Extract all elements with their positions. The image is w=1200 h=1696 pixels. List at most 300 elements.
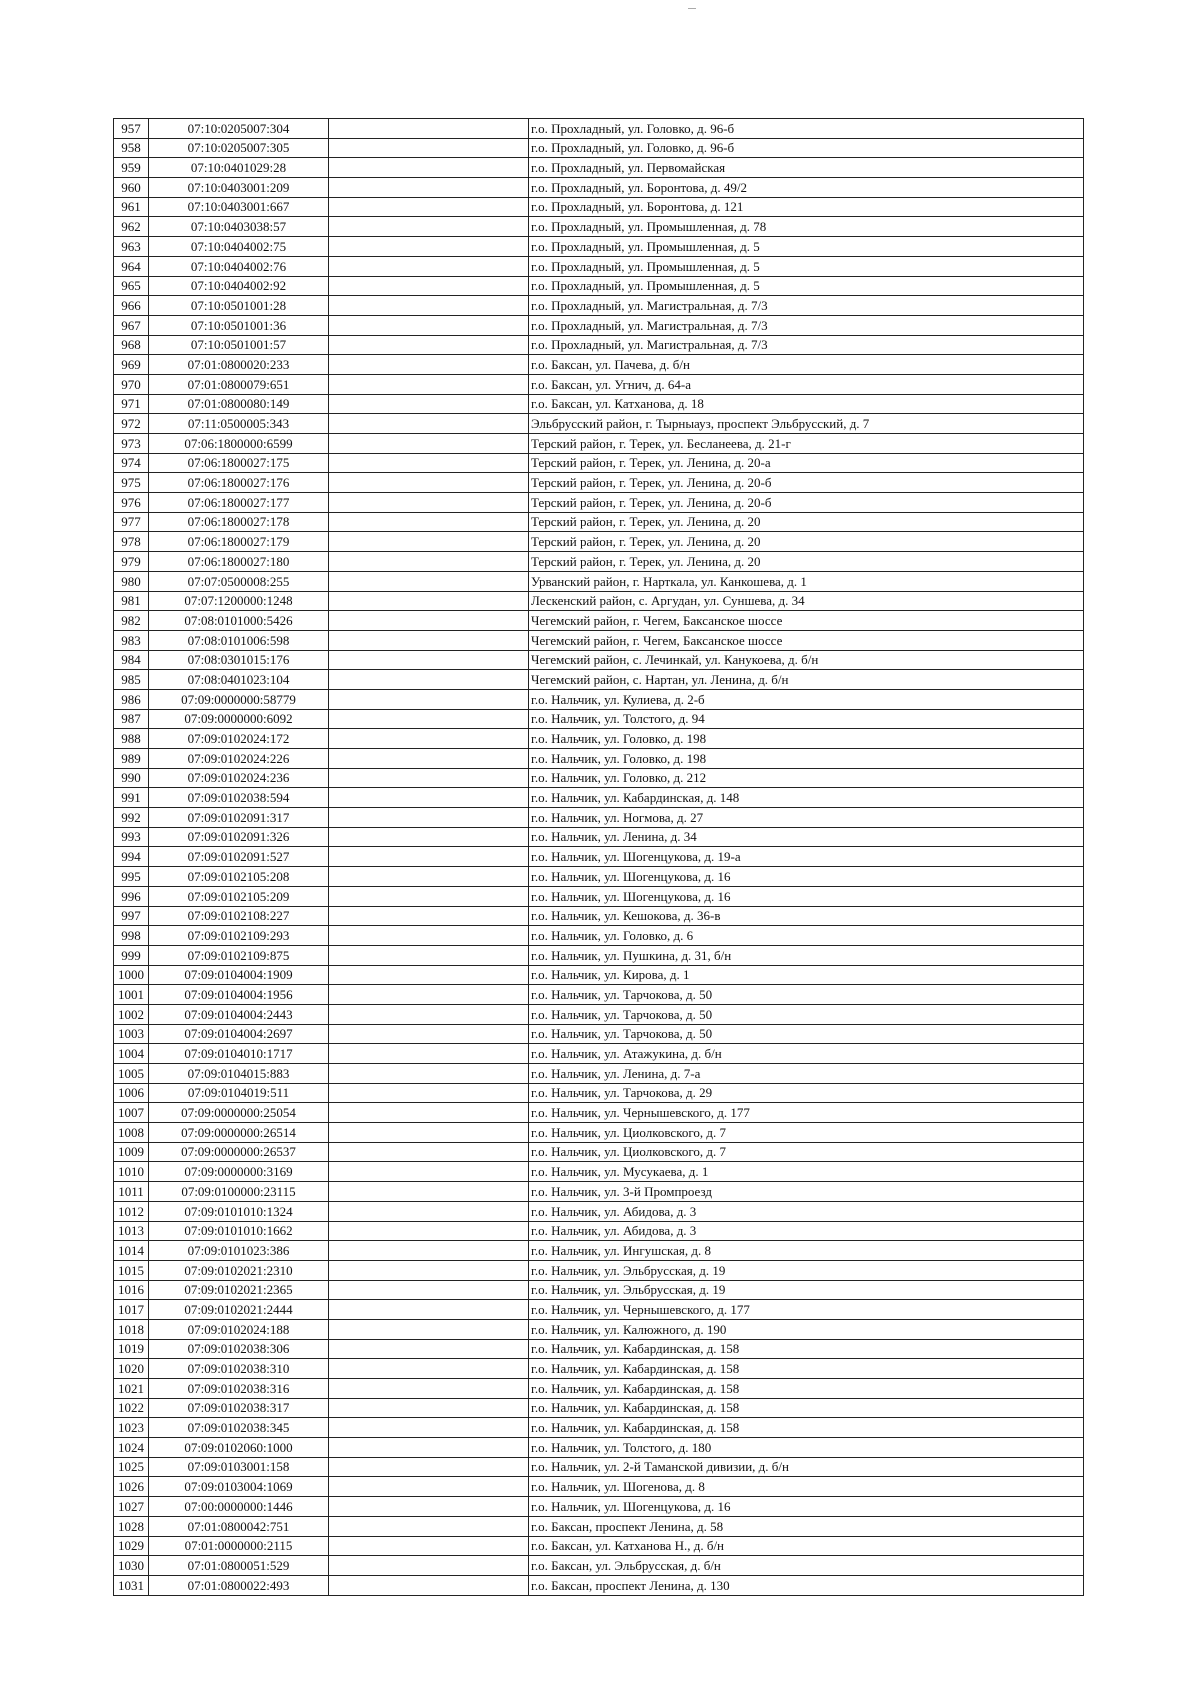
row-number: 1013	[114, 1221, 149, 1241]
cadastral-number: 07:09:0000000:25054	[149, 1103, 329, 1123]
row-number: 965	[114, 276, 149, 296]
row-number: 972	[114, 414, 149, 434]
table-row	[114, 532, 1084, 552]
address: г.о. Нальчик, ул. Головко, д. 212	[529, 768, 1084, 788]
empty-cell	[329, 414, 529, 434]
table-row	[114, 434, 1084, 454]
table-row	[114, 138, 1084, 158]
table-row	[114, 1044, 1084, 1064]
cadastral-number: 07:09:0102108:227	[149, 906, 329, 926]
row-number: 961	[114, 197, 149, 217]
address: г.о. Нальчик, ул. Головко, д. 198	[529, 729, 1084, 749]
table-row	[114, 453, 1084, 473]
cadastral-number: 07:06:1800027:179	[149, 532, 329, 552]
row-number: 1006	[114, 1083, 149, 1103]
row-number: 1004	[114, 1044, 149, 1064]
table-row	[114, 670, 1084, 690]
row-number: 986	[114, 689, 149, 709]
empty-cell	[329, 1004, 529, 1024]
table-row	[114, 1536, 1084, 1556]
empty-cell	[329, 1457, 529, 1477]
row-number: 988	[114, 729, 149, 749]
row-number: 987	[114, 709, 149, 729]
address: г.о. Баксан, ул. Эльбрусская, д. б/н	[529, 1556, 1084, 1576]
row-number: 1014	[114, 1241, 149, 1261]
table-row	[114, 571, 1084, 591]
row-number: 1002	[114, 1004, 149, 1024]
table-row	[114, 1300, 1084, 1320]
address: г.о. Нальчик, ул. Шогенцукова, д. 16	[529, 867, 1084, 887]
empty-cell	[329, 1221, 529, 1241]
cadastral-number: 07:09:0000000:6092	[149, 709, 329, 729]
row-number: 1017	[114, 1300, 149, 1320]
empty-cell	[329, 1103, 529, 1123]
row-number: 968	[114, 335, 149, 355]
row-number: 983	[114, 630, 149, 650]
row-number: 1024	[114, 1438, 149, 1458]
cadastral-number: 07:09:0000000:26537	[149, 1142, 329, 1162]
empty-cell	[329, 808, 529, 828]
cadastral-number: 07:09:0101010:1662	[149, 1221, 329, 1241]
address: г.о. Нальчик, ул. 3-й Промпроезд	[529, 1182, 1084, 1202]
table-row	[114, 709, 1084, 729]
table-row	[114, 867, 1084, 887]
empty-cell	[329, 650, 529, 670]
empty-cell	[329, 197, 529, 217]
empty-cell	[329, 1379, 529, 1399]
cadastral-number: 07:01:0800079:651	[149, 374, 329, 394]
cadastral-number: 07:08:0401023:104	[149, 670, 329, 690]
row-number: 1015	[114, 1260, 149, 1280]
cadastral-number: 07:09:0102024:172	[149, 729, 329, 749]
row-number: 1028	[114, 1516, 149, 1536]
cadastral-number: 07:11:0500005:343	[149, 414, 329, 434]
cadastral-number: 07:09:0104019:511	[149, 1083, 329, 1103]
row-number: 1000	[114, 965, 149, 985]
address: г.о. Нальчик, ул. Мусукаева, д. 1	[529, 1162, 1084, 1182]
cadastral-number: 07:09:0102024:188	[149, 1319, 329, 1339]
cadastral-number: 07:10:0205007:304	[149, 119, 329, 139]
cadastral-number: 07:09:0104015:883	[149, 1064, 329, 1084]
row-number: 985	[114, 670, 149, 690]
address: г.о. Нальчик, ул. Тарчокова, д. 29	[529, 1083, 1084, 1103]
cadastral-number: 07:09:0102105:209	[149, 886, 329, 906]
cadastral-number: 07:09:0102021:2444	[149, 1300, 329, 1320]
row-number: 958	[114, 138, 149, 158]
row-number: 963	[114, 237, 149, 257]
empty-cell	[329, 1044, 529, 1064]
table-row	[114, 886, 1084, 906]
empty-cell	[329, 571, 529, 591]
row-number: 998	[114, 926, 149, 946]
empty-cell	[329, 847, 529, 867]
table-row	[114, 1359, 1084, 1379]
address: г.о. Нальчик, ул. Чернышевского, д. 177	[529, 1103, 1084, 1123]
row-number: 974	[114, 453, 149, 473]
row-number: 962	[114, 217, 149, 237]
empty-cell	[329, 827, 529, 847]
table-row	[114, 768, 1084, 788]
row-number: 1001	[114, 985, 149, 1005]
row-number: 1011	[114, 1182, 149, 1202]
empty-cell	[329, 1083, 529, 1103]
cadastral-number: 07:10:0403038:57	[149, 217, 329, 237]
address: Терский район, г. Терек, ул. Ленина, д. 20-а	[529, 453, 1084, 473]
table-row	[114, 1024, 1084, 1044]
row-number: 999	[114, 945, 149, 965]
cadastral-number: 07:09:0102038:594	[149, 788, 329, 808]
row-number: 976	[114, 493, 149, 513]
address: г.о. Нальчик, ул. Ногмова, д. 27	[529, 808, 1084, 828]
cadastral-number: 07:09:0104010:1717	[149, 1044, 329, 1064]
address: г.о. Нальчик, ул. Калюжного, д. 190	[529, 1319, 1084, 1339]
table-row	[114, 178, 1084, 198]
empty-cell	[329, 906, 529, 926]
row-number: 1009	[114, 1142, 149, 1162]
row-number: 957	[114, 119, 149, 139]
row-number: 1029	[114, 1536, 149, 1556]
table-row	[114, 1575, 1084, 1595]
address: г.о. Прохладный, ул. Боронтова, д. 121	[529, 197, 1084, 217]
cadastral-number: 07:07:1200000:1248	[149, 591, 329, 611]
table-row	[114, 1241, 1084, 1261]
row-number: 982	[114, 611, 149, 631]
table-row	[114, 237, 1084, 257]
empty-cell	[329, 788, 529, 808]
table-row	[114, 808, 1084, 828]
table-row	[114, 1083, 1084, 1103]
cadastral-number: 07:09:0102038:316	[149, 1379, 329, 1399]
cadastral-number: 07:09:0102091:326	[149, 827, 329, 847]
table-row	[114, 1319, 1084, 1339]
address: Чегемский район, г. Чегем, Баксанское шоссе	[529, 630, 1084, 650]
table-row	[114, 1556, 1084, 1576]
cadastral-number: 07:01:0800051:529	[149, 1556, 329, 1576]
empty-cell	[329, 394, 529, 414]
cadastral-number: 07:01:0800022:493	[149, 1575, 329, 1595]
address: г.о. Нальчик, ул. Тарчокова, д. 50	[529, 985, 1084, 1005]
empty-cell	[329, 886, 529, 906]
address: Терский район, г. Терек, ул. Ленина, д. 20-б	[529, 473, 1084, 493]
cadastral-number: 07:06:1800027:177	[149, 493, 329, 513]
address: г.о. Прохладный, ул. Магистральная, д. 7/3	[529, 335, 1084, 355]
table-row	[114, 1260, 1084, 1280]
address: г.о. Нальчик, ул. Ленина, д. 7-а	[529, 1064, 1084, 1084]
empty-cell	[329, 1319, 529, 1339]
address: г.о. Прохладный, ул. Промышленная, д. 78	[529, 217, 1084, 237]
row-number: 1018	[114, 1319, 149, 1339]
row-number: 1007	[114, 1103, 149, 1123]
table-row	[114, 394, 1084, 414]
empty-cell	[329, 1438, 529, 1458]
empty-cell	[329, 119, 529, 139]
empty-cell	[329, 1359, 529, 1379]
cadastral-number: 07:09:0103004:1069	[149, 1477, 329, 1497]
address: г.о. Нальчик, ул. Абидова, д. 3	[529, 1221, 1084, 1241]
table-row	[114, 1162, 1084, 1182]
table-row	[114, 591, 1084, 611]
table-row	[114, 335, 1084, 355]
empty-cell	[329, 1024, 529, 1044]
cadastral-number: 07:10:0401029:28	[149, 158, 329, 178]
address: г.о. Нальчик, ул. Циолковского, д. 7	[529, 1142, 1084, 1162]
cadastral-number: 07:09:0102091:317	[149, 808, 329, 828]
empty-cell	[329, 926, 529, 946]
cadastral-number: 07:10:0404002:92	[149, 276, 329, 296]
cadastral-number: 07:10:0404002:76	[149, 256, 329, 276]
row-number: 995	[114, 867, 149, 887]
address: г.о. Баксан, ул. Катханова Н., д. б/н	[529, 1536, 1084, 1556]
address: г.о. Нальчик, ул. Эльбрусская, д. 19	[529, 1260, 1084, 1280]
table-row	[114, 414, 1084, 434]
address: г.о. Нальчик, ул. Толстого, д. 180	[529, 1438, 1084, 1458]
row-number: 978	[114, 532, 149, 552]
address: г.о. Нальчик, ул. Кешокова, д. 36-в	[529, 906, 1084, 926]
address: г.о. Нальчик, ул. 2-й Таманской дивизии, д. б/н	[529, 1457, 1084, 1477]
address: г.о. Нальчик, ул. Кулиева, д. 2-б	[529, 689, 1084, 709]
cadastral-number: 07:09:0102038:317	[149, 1398, 329, 1418]
row-number: 971	[114, 394, 149, 414]
address: г.о. Нальчик, ул. Циолковского, д. 7	[529, 1123, 1084, 1143]
address: Терский район, г. Терек, ул. Ленина, д. 20-б	[529, 493, 1084, 513]
table-row	[114, 906, 1084, 926]
row-number: 1026	[114, 1477, 149, 1497]
table-row	[114, 1457, 1084, 1477]
table-row	[114, 827, 1084, 847]
table-row	[114, 256, 1084, 276]
address: г.о. Нальчик, ул. Толстого, д. 94	[529, 709, 1084, 729]
cadastral-number: 07:09:0000000:26514	[149, 1123, 329, 1143]
cadastral-number: 07:01:0800080:149	[149, 394, 329, 414]
table-row	[114, 1477, 1084, 1497]
table-row	[114, 197, 1084, 217]
address: г.о. Нальчик, ул. Атажукина, д. б/н	[529, 1044, 1084, 1064]
cadastral-number: 07:06:1800027:176	[149, 473, 329, 493]
address: Терский район, г. Терек, ул. Ленина, д. 20	[529, 552, 1084, 572]
empty-cell	[329, 237, 529, 257]
row-number: 960	[114, 178, 149, 198]
table-row	[114, 374, 1084, 394]
cadastral-number: 07:08:0101006:598	[149, 630, 329, 650]
address: г.о. Прохладный, ул. Промышленная, д. 5	[529, 276, 1084, 296]
table-row	[114, 1142, 1084, 1162]
row-number: 979	[114, 552, 149, 572]
table-row	[114, 276, 1084, 296]
cadastral-number: 07:06:1800000:6599	[149, 434, 329, 454]
address: г.о. Нальчик, ул. Абидова, д. 3	[529, 1201, 1084, 1221]
empty-cell	[329, 532, 529, 552]
row-number: 1031	[114, 1575, 149, 1595]
address: Лескенский район, с. Аргудан, ул. Суншева, д. 34	[529, 591, 1084, 611]
table-row	[114, 1418, 1084, 1438]
table-row	[114, 926, 1084, 946]
empty-cell	[329, 689, 529, 709]
empty-cell	[329, 355, 529, 375]
empty-cell	[329, 670, 529, 690]
cadastral-number: 07:00:0000000:1446	[149, 1497, 329, 1517]
address: г.о. Прохладный, ул. Первомайская	[529, 158, 1084, 178]
address: г.о. Нальчик, ул. Тарчокова, д. 50	[529, 1004, 1084, 1024]
address: г.о. Прохладный, ул. Магистральная, д. 7/3	[529, 296, 1084, 316]
empty-cell	[329, 1398, 529, 1418]
row-number: 977	[114, 512, 149, 532]
cadastral-number: 07:01:0800020:233	[149, 355, 329, 375]
empty-cell	[329, 158, 529, 178]
cadastral-number: 07:09:0000000:3169	[149, 1162, 329, 1182]
address: г.о. Прохладный, ул. Боронтова, д. 49/2	[529, 178, 1084, 198]
address: г.о. Прохладный, ул. Головко, д. 96-б	[529, 138, 1084, 158]
cadastral-number: 07:10:0501001:36	[149, 315, 329, 335]
table-row	[114, 217, 1084, 237]
address: г.о. Нальчик, ул. Эльбрусская, д. 19	[529, 1280, 1084, 1300]
empty-cell	[329, 1516, 529, 1536]
cadastral-number: 07:09:0102038:310	[149, 1359, 329, 1379]
empty-cell	[329, 1339, 529, 1359]
address: г.о. Нальчик, ул. Кабардинская, д. 148	[529, 788, 1084, 808]
row-number: 967	[114, 315, 149, 335]
address: г.о. Прохладный, ул. Магистральная, д. 7/3	[529, 315, 1084, 335]
empty-cell	[329, 965, 529, 985]
cadastral-number: 07:07:0500008:255	[149, 571, 329, 591]
address: г.о. Нальчик, ул. Кабардинская, д. 158	[529, 1418, 1084, 1438]
empty-cell	[329, 552, 529, 572]
cadastral-number: 07:09:0102060:1000	[149, 1438, 329, 1458]
empty-cell	[329, 591, 529, 611]
table-row	[114, 1339, 1084, 1359]
row-number: 993	[114, 827, 149, 847]
table-row	[114, 315, 1084, 335]
empty-cell	[329, 335, 529, 355]
row-number: 1027	[114, 1497, 149, 1517]
row-number: 1025	[114, 1457, 149, 1477]
empty-cell	[329, 296, 529, 316]
cadastral-number: 07:10:0403001:667	[149, 197, 329, 217]
table-row	[114, 788, 1084, 808]
empty-cell	[329, 434, 529, 454]
empty-cell	[329, 611, 529, 631]
address: г.о. Нальчик, ул. Кабардинская, д. 158	[529, 1398, 1084, 1418]
address: г.о. Прохладный, ул. Головко, д. 96-б	[529, 119, 1084, 139]
address: г.о. Нальчик, ул. Чернышевского, д. 177	[529, 1300, 1084, 1320]
row-number: 991	[114, 788, 149, 808]
address: Чегемский район, с. Нартан, ул. Ленина, д. б/н	[529, 670, 1084, 690]
empty-cell	[329, 1418, 529, 1438]
empty-cell	[329, 256, 529, 276]
row-number: 1008	[114, 1123, 149, 1143]
cadastral-number: 07:09:0101010:1324	[149, 1201, 329, 1221]
table-row	[114, 729, 1084, 749]
cadastral-number: 07:10:0501001:28	[149, 296, 329, 316]
empty-cell	[329, 374, 529, 394]
row-number: 1022	[114, 1398, 149, 1418]
row-number: 1010	[114, 1162, 149, 1182]
table-row	[114, 119, 1084, 139]
address: Чегемский район, г. Чегем, Баксанское шоссе	[529, 611, 1084, 631]
row-number: 981	[114, 591, 149, 611]
row-number: 996	[114, 886, 149, 906]
cadastral-number: 07:09:0102109:875	[149, 945, 329, 965]
address: Терский район, г. Терек, ул. Ленина, д. 20	[529, 512, 1084, 532]
row-number: 970	[114, 374, 149, 394]
cadastral-number: 07:09:0102091:527	[149, 847, 329, 867]
empty-cell	[329, 1162, 529, 1182]
address: г.о. Нальчик, ул. Ленина, д. 34	[529, 827, 1084, 847]
table-row	[114, 749, 1084, 769]
cadastral-number: 07:09:0104004:1956	[149, 985, 329, 1005]
empty-cell	[329, 453, 529, 473]
cadastral-number: 07:10:0501001:57	[149, 335, 329, 355]
cadastral-number: 07:09:0102038:306	[149, 1339, 329, 1359]
empty-cell	[329, 1182, 529, 1202]
cadastral-number: 07:09:0104004:2443	[149, 1004, 329, 1024]
empty-cell	[329, 729, 529, 749]
table-row	[114, 1064, 1084, 1084]
address: г.о. Нальчик, ул. Кирова, д. 1	[529, 965, 1084, 985]
cadastral-number: 07:08:0301015:176	[149, 650, 329, 670]
row-number: 1023	[114, 1418, 149, 1438]
address: г.о. Нальчик, ул. Тарчокова, д. 50	[529, 1024, 1084, 1044]
empty-cell	[329, 178, 529, 198]
address: г.о. Баксан, проспект Ленина, д. 130	[529, 1575, 1084, 1595]
table-row	[114, 1398, 1084, 1418]
empty-cell	[329, 749, 529, 769]
row-number: 1020	[114, 1359, 149, 1379]
cadastral-number: 07:09:0102105:208	[149, 867, 329, 887]
address: г.о. Нальчик, ул. Шогенцукова, д. 16	[529, 886, 1084, 906]
empty-cell	[329, 138, 529, 158]
cadastral-number: 07:09:0101023:386	[149, 1241, 329, 1261]
address: Терский район, г. Терек, ул. Бесланеева, д. 21-г	[529, 434, 1084, 454]
table-row	[114, 1379, 1084, 1399]
cadastral-number: 07:01:0000000:2115	[149, 1536, 329, 1556]
empty-cell	[329, 1477, 529, 1497]
table-row	[114, 493, 1084, 513]
address: Чегемский район, с. Лечинкай, ул. Канукоева, д. б/н	[529, 650, 1084, 670]
address: Терский район, г. Терек, ул. Ленина, д. 20	[529, 532, 1084, 552]
cadastral-number: 07:09:0102038:345	[149, 1418, 329, 1438]
table-row	[114, 1221, 1084, 1241]
address: Эльбрусский район, г. Тырныауз, проспект Эльбрусский, д. 7	[529, 414, 1084, 434]
row-number: 966	[114, 296, 149, 316]
address: г.о. Нальчик, ул. Пушкина, д. 31, б/н	[529, 945, 1084, 965]
row-number: 959	[114, 158, 149, 178]
empty-cell	[329, 1536, 529, 1556]
cadastral-number: 07:09:0100000:23115	[149, 1182, 329, 1202]
table-row	[114, 630, 1084, 650]
address: г.о. Нальчик, ул. Кабардинская, д. 158	[529, 1359, 1084, 1379]
empty-cell	[329, 217, 529, 237]
row-number: 1003	[114, 1024, 149, 1044]
table-row	[114, 1497, 1084, 1517]
row-number: 1021	[114, 1379, 149, 1399]
table-row	[114, 847, 1084, 867]
cadastral-number: 07:06:1800027:178	[149, 512, 329, 532]
table-row	[114, 1516, 1084, 1536]
cadastral-number: 07:10:0403001:209	[149, 178, 329, 198]
cadastral-number: 07:09:0102024:226	[149, 749, 329, 769]
empty-cell	[329, 1142, 529, 1162]
table-row	[114, 1201, 1084, 1221]
address: г.о. Нальчик, ул. Ингушская, д. 8	[529, 1241, 1084, 1261]
empty-cell	[329, 1556, 529, 1576]
table-row	[114, 1182, 1084, 1202]
cadastral-number: 07:01:0800042:751	[149, 1516, 329, 1536]
address: г.о. Нальчик, ул. Кабардинская, д. 158	[529, 1339, 1084, 1359]
cadastral-number: 07:10:0404002:75	[149, 237, 329, 257]
empty-cell	[329, 1260, 529, 1280]
table-row	[114, 473, 1084, 493]
address: г.о. Нальчик, ул. Кабардинская, д. 158	[529, 1379, 1084, 1399]
